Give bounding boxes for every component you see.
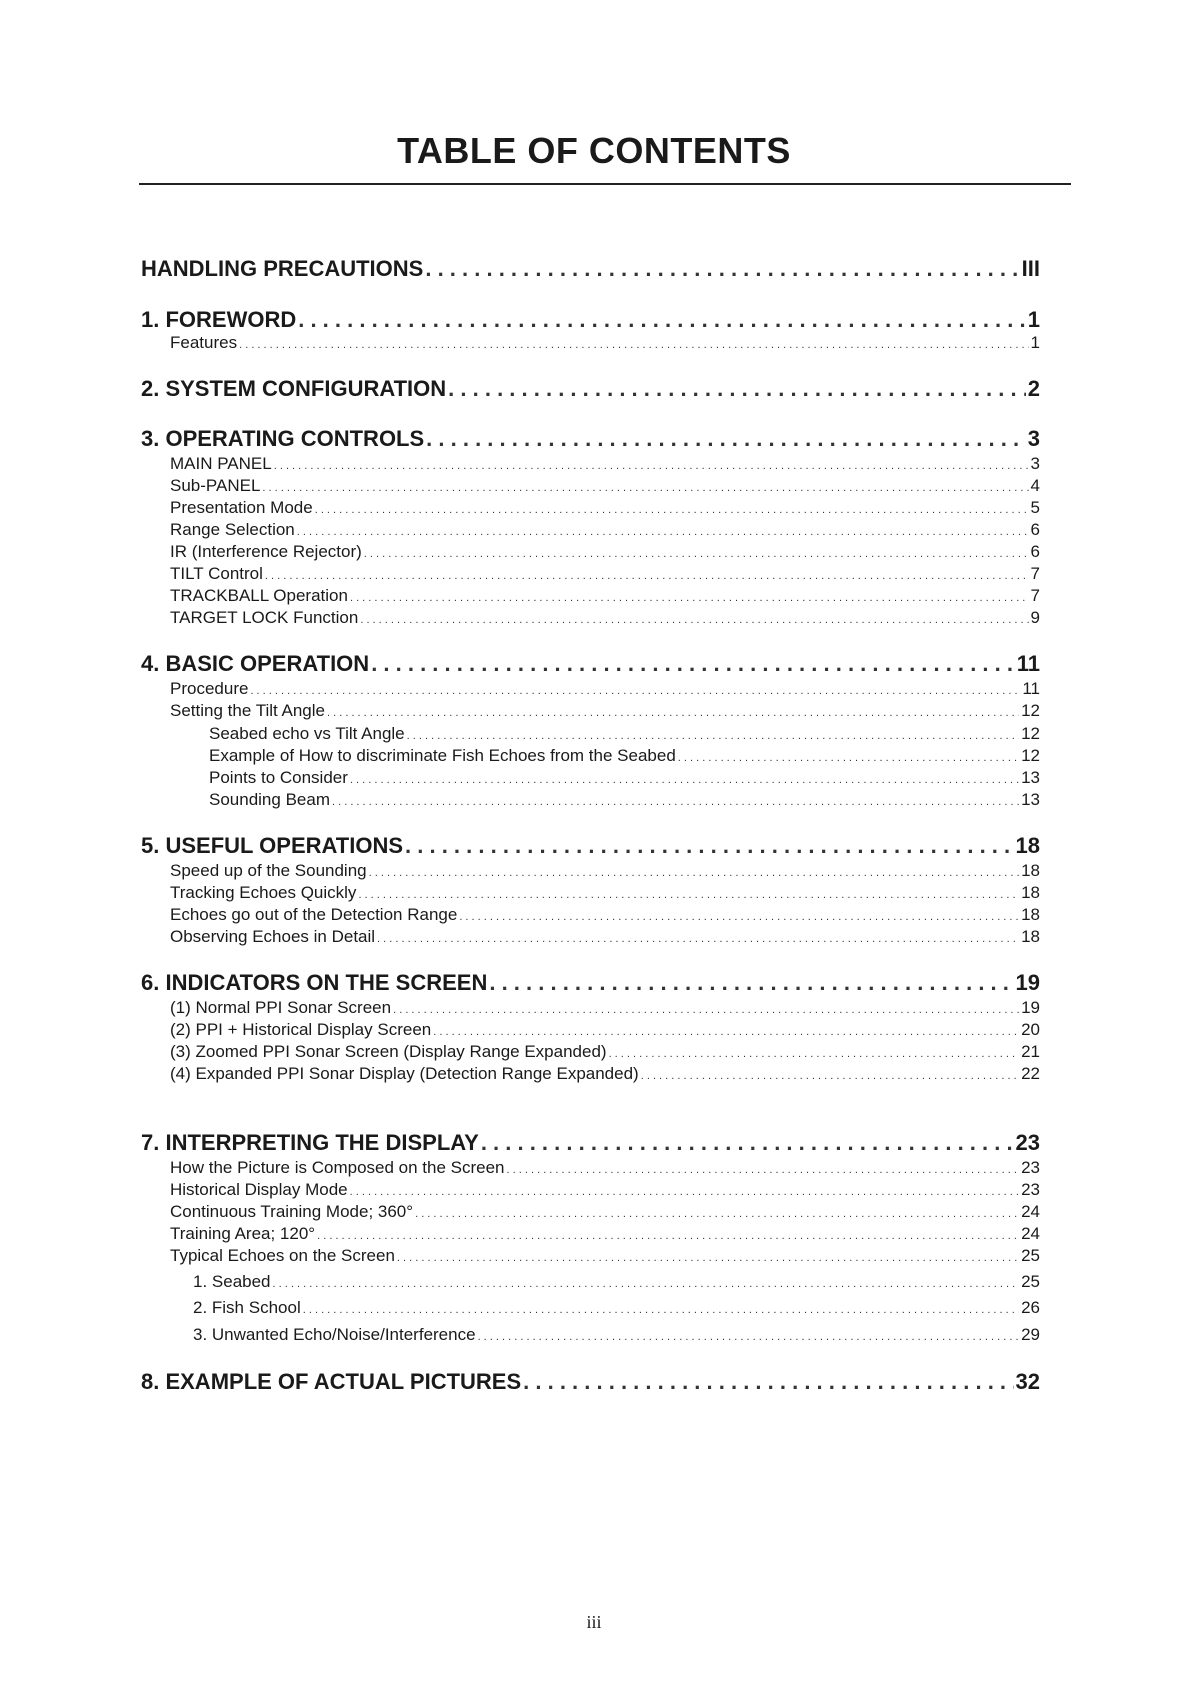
toc-entry-page: 6 bbox=[1030, 542, 1040, 561]
dot-leader bbox=[433, 1020, 1019, 1040]
toc-entry-label: Sub-PANEL bbox=[170, 476, 261, 495]
toc-entry-label: Range Selection bbox=[170, 520, 295, 539]
toc-entry-label: 3. OPERATING CONTROLS bbox=[141, 426, 425, 451]
toc-entry[interactable] bbox=[170, 1180, 1040, 1200]
toc-entry[interactable] bbox=[170, 454, 1040, 474]
toc-entry-label: (4) Expanded PPI Sonar Display (Detection Range Expanded) bbox=[170, 1064, 639, 1083]
dot-leader bbox=[350, 768, 1019, 788]
toc-entry-label: Points to Consider bbox=[209, 768, 348, 787]
toc-entry-label: (1) Normal PPI Sonar Screen bbox=[170, 998, 392, 1017]
toc-entry-page: 5 bbox=[1030, 498, 1040, 517]
toc-entry-page: 21 bbox=[1021, 1042, 1040, 1061]
toc-entry[interactable] bbox=[141, 1130, 1040, 1156]
dot-leader bbox=[415, 1202, 1019, 1222]
toc-entry[interactable] bbox=[170, 333, 1040, 353]
toc-entry[interactable] bbox=[193, 1298, 1040, 1318]
toc-entry[interactable] bbox=[170, 998, 1040, 1018]
dot-leader bbox=[239, 333, 1028, 353]
toc-entry[interactable] bbox=[170, 927, 1040, 947]
toc-entry[interactable] bbox=[170, 701, 1040, 721]
toc-entry[interactable] bbox=[209, 746, 1040, 766]
toc-entry-label: Procedure bbox=[170, 679, 249, 698]
toc-entry-page: 9 bbox=[1030, 608, 1040, 627]
toc-entry[interactable] bbox=[193, 1272, 1040, 1292]
dot-leader bbox=[364, 542, 1029, 562]
toc-entry-page: 13 bbox=[1021, 768, 1040, 787]
toc-entry[interactable] bbox=[170, 1042, 1040, 1062]
toc-entry-label: Speed up of the Sounding bbox=[170, 861, 367, 880]
dot-leader bbox=[371, 651, 1015, 677]
toc-entry-page: 18 bbox=[1021, 861, 1040, 880]
dot-leader bbox=[393, 998, 1019, 1018]
dot-leader bbox=[360, 608, 1028, 628]
toc-entry[interactable] bbox=[141, 307, 1040, 333]
toc-entry-label: How the Picture is Composed on the Screen bbox=[170, 1158, 505, 1177]
dot-leader bbox=[297, 520, 1029, 540]
dot-leader bbox=[332, 790, 1019, 810]
toc-entry-page: 19 bbox=[1015, 970, 1040, 995]
toc-entry-page: 2 bbox=[1027, 376, 1040, 401]
dot-leader bbox=[609, 1042, 1020, 1062]
toc-entry-label: Tracking Echoes Quickly bbox=[170, 883, 357, 902]
toc-entry-page: 23 bbox=[1021, 1158, 1040, 1177]
toc-entry-label: 1. Seabed bbox=[193, 1272, 271, 1291]
dot-leader bbox=[478, 1325, 1020, 1345]
toc-entry-label: 5. USEFUL OPERATIONS bbox=[141, 833, 404, 858]
toc-entry-page: 23 bbox=[1021, 1180, 1040, 1199]
dot-leader bbox=[405, 833, 1014, 859]
toc-entry-label: Echoes go out of the Detection Range bbox=[170, 905, 458, 924]
toc-entry-label: Continuous Training Mode; 360° bbox=[170, 1202, 414, 1221]
dot-leader bbox=[317, 1224, 1019, 1244]
toc-entry-page: 24 bbox=[1021, 1202, 1040, 1221]
toc-entry-page: 19 bbox=[1021, 998, 1040, 1017]
toc-entry-page: 11 bbox=[1016, 651, 1040, 676]
toc-entry-page: 7 bbox=[1030, 564, 1040, 583]
toc-entry-label: 3. Unwanted Echo/Noise/Interference bbox=[193, 1325, 476, 1344]
toc-entry-label: 2. Fish School bbox=[193, 1298, 301, 1317]
toc-entry[interactable] bbox=[170, 1202, 1040, 1222]
dot-leader bbox=[369, 861, 1019, 881]
dot-leader bbox=[273, 1272, 1020, 1292]
dot-leader bbox=[327, 701, 1019, 721]
toc-entry[interactable] bbox=[141, 426, 1040, 452]
toc-entry-page: 24 bbox=[1021, 1224, 1040, 1243]
dot-leader bbox=[262, 476, 1028, 496]
dot-leader bbox=[507, 1158, 1020, 1178]
toc-entry-label: TRACKBALL Operation bbox=[170, 586, 348, 605]
dot-leader bbox=[274, 454, 1029, 474]
toc-entry[interactable] bbox=[209, 724, 1040, 744]
toc-entry-label: (3) Zoomed PPI Sonar Screen (Display Range Expanded) bbox=[170, 1042, 607, 1061]
toc-entry[interactable] bbox=[170, 476, 1040, 496]
toc-entry-page: 1 bbox=[1030, 333, 1040, 352]
toc-entry-page: 29 bbox=[1021, 1325, 1040, 1344]
toc-entry[interactable] bbox=[170, 608, 1040, 628]
toc-entry-label: (2) PPI + Historical Display Screen bbox=[170, 1020, 432, 1039]
toc-entry-page: 32 bbox=[1015, 1369, 1040, 1394]
dot-leader bbox=[678, 746, 1019, 766]
toc-entry[interactable] bbox=[170, 679, 1040, 699]
toc-entry[interactable] bbox=[170, 1158, 1040, 1178]
dot-leader bbox=[448, 376, 1026, 402]
dot-leader bbox=[523, 1369, 1013, 1395]
toc-entry-page: 23 bbox=[1015, 1130, 1040, 1155]
dot-leader bbox=[350, 586, 1029, 606]
toc-entry-label: Historical Display Mode bbox=[170, 1180, 348, 1199]
toc-entry-page: 18 bbox=[1021, 905, 1040, 924]
toc-entry[interactable] bbox=[209, 790, 1040, 810]
dot-leader bbox=[298, 307, 1026, 333]
toc-entry[interactable] bbox=[170, 905, 1040, 925]
toc-entry-label: MAIN PANEL bbox=[170, 454, 272, 473]
toc-entry[interactable] bbox=[141, 651, 1040, 677]
toc-entry[interactable] bbox=[170, 498, 1040, 518]
toc-entry-page: 3 bbox=[1030, 454, 1040, 473]
toc-entry-label: Typical Echoes on the Screen bbox=[170, 1246, 395, 1265]
toc-entry-label: 7. INTERPRETING THE DISPLAY bbox=[141, 1130, 479, 1155]
toc-entry-page: 13 bbox=[1021, 790, 1040, 809]
toc-entry[interactable] bbox=[170, 564, 1040, 584]
toc-entry-page: 26 bbox=[1021, 1298, 1040, 1317]
toc-entry[interactable] bbox=[141, 833, 1040, 859]
toc-entry[interactable] bbox=[170, 520, 1040, 540]
dot-leader bbox=[459, 905, 1019, 925]
toc-entry[interactable] bbox=[141, 1369, 1040, 1395]
toc-entry[interactable] bbox=[170, 542, 1040, 562]
page-title: TABLE OF CONTENTS bbox=[397, 130, 791, 171]
toc-entry[interactable] bbox=[170, 1020, 1040, 1040]
dot-leader bbox=[426, 426, 1026, 452]
toc-entry[interactable] bbox=[170, 1224, 1040, 1244]
toc-entry-page: 25 bbox=[1021, 1272, 1040, 1291]
dot-leader bbox=[641, 1064, 1019, 1084]
toc-entry[interactable] bbox=[141, 256, 1040, 282]
toc-entry-label: Observing Echoes in Detail bbox=[170, 927, 376, 946]
toc-entry-page: 18 bbox=[1021, 883, 1040, 902]
toc-entry-label: Example of How to discriminate Fish Echoes from the Seabed bbox=[209, 746, 676, 765]
toc-entry-label: TILT Control bbox=[170, 564, 263, 583]
toc-entry[interactable] bbox=[141, 376, 1040, 402]
toc-entry-page: III bbox=[1021, 256, 1040, 281]
dot-leader bbox=[250, 679, 1020, 699]
toc-entry[interactable] bbox=[170, 586, 1040, 606]
dot-leader bbox=[265, 564, 1029, 584]
toc-entry-label: 2. SYSTEM CONFIGURATION bbox=[141, 376, 447, 401]
dot-leader bbox=[407, 724, 1019, 744]
toc-entry-label: Features bbox=[170, 333, 238, 352]
dot-leader bbox=[303, 1298, 1019, 1318]
toc-entry-label: Presentation Mode bbox=[170, 498, 313, 517]
toc-entry[interactable] bbox=[141, 970, 1040, 996]
page-number: iii bbox=[586, 1612, 602, 1632]
toc-entry-label: 1. FOREWORD bbox=[141, 307, 297, 332]
toc-entry-page: 3 bbox=[1027, 426, 1040, 451]
toc-entry-page: 4 bbox=[1030, 476, 1040, 495]
toc-entry-label: 6. INDICATORS ON THE SCREEN bbox=[141, 970, 488, 995]
dot-leader bbox=[489, 970, 1013, 996]
toc-entry-page: 20 bbox=[1021, 1020, 1040, 1039]
toc-entry[interactable] bbox=[170, 1246, 1040, 1266]
toc-entry-label: Sounding Beam bbox=[209, 790, 330, 809]
dot-leader bbox=[377, 927, 1019, 947]
toc-entry-page: 12 bbox=[1021, 746, 1040, 765]
dot-leader bbox=[481, 1130, 1014, 1156]
toc-entry-label: Training Area; 120° bbox=[170, 1224, 316, 1243]
dot-leader bbox=[350, 1180, 1019, 1200]
toc-entry-page: 1 bbox=[1027, 307, 1040, 332]
toc-entry-page: 7 bbox=[1030, 586, 1040, 605]
toc-entry[interactable] bbox=[193, 1325, 1040, 1345]
toc-entry-page: 25 bbox=[1021, 1246, 1040, 1265]
toc-entry[interactable] bbox=[170, 861, 1040, 881]
dot-leader bbox=[397, 1246, 1019, 1266]
toc-entry-label: Seabed echo vs Tilt Angle bbox=[209, 724, 405, 743]
dot-leader bbox=[425, 256, 1019, 282]
toc-entry[interactable] bbox=[209, 768, 1040, 788]
toc-entry[interactable] bbox=[170, 883, 1040, 903]
dot-leader bbox=[358, 883, 1019, 903]
toc-entry-page: 12 bbox=[1021, 701, 1040, 720]
toc-entry-page: 18 bbox=[1021, 927, 1040, 946]
toc-entry-page: 22 bbox=[1021, 1064, 1040, 1083]
toc-entry-label: HANDLING PRECAUTIONS bbox=[141, 256, 424, 281]
toc-entry-label: TARGET LOCK Function bbox=[170, 608, 359, 627]
toc-entry-label: 4. BASIC OPERATION bbox=[141, 651, 370, 676]
toc-entry-label: 8. EXAMPLE OF ACTUAL PICTURES bbox=[141, 1369, 522, 1394]
toc-entry[interactable] bbox=[170, 1064, 1040, 1084]
toc-entry-page: 18 bbox=[1015, 833, 1040, 858]
toc-entry-page: 11 bbox=[1022, 679, 1040, 698]
toc-entry-page: 6 bbox=[1030, 520, 1040, 539]
toc-entry-label: Setting the Tilt Angle bbox=[170, 701, 325, 720]
dot-leader bbox=[315, 498, 1029, 518]
toc-entry-label: IR (Interference Rejector) bbox=[170, 542, 362, 561]
toc-entry-page: 12 bbox=[1021, 724, 1040, 743]
